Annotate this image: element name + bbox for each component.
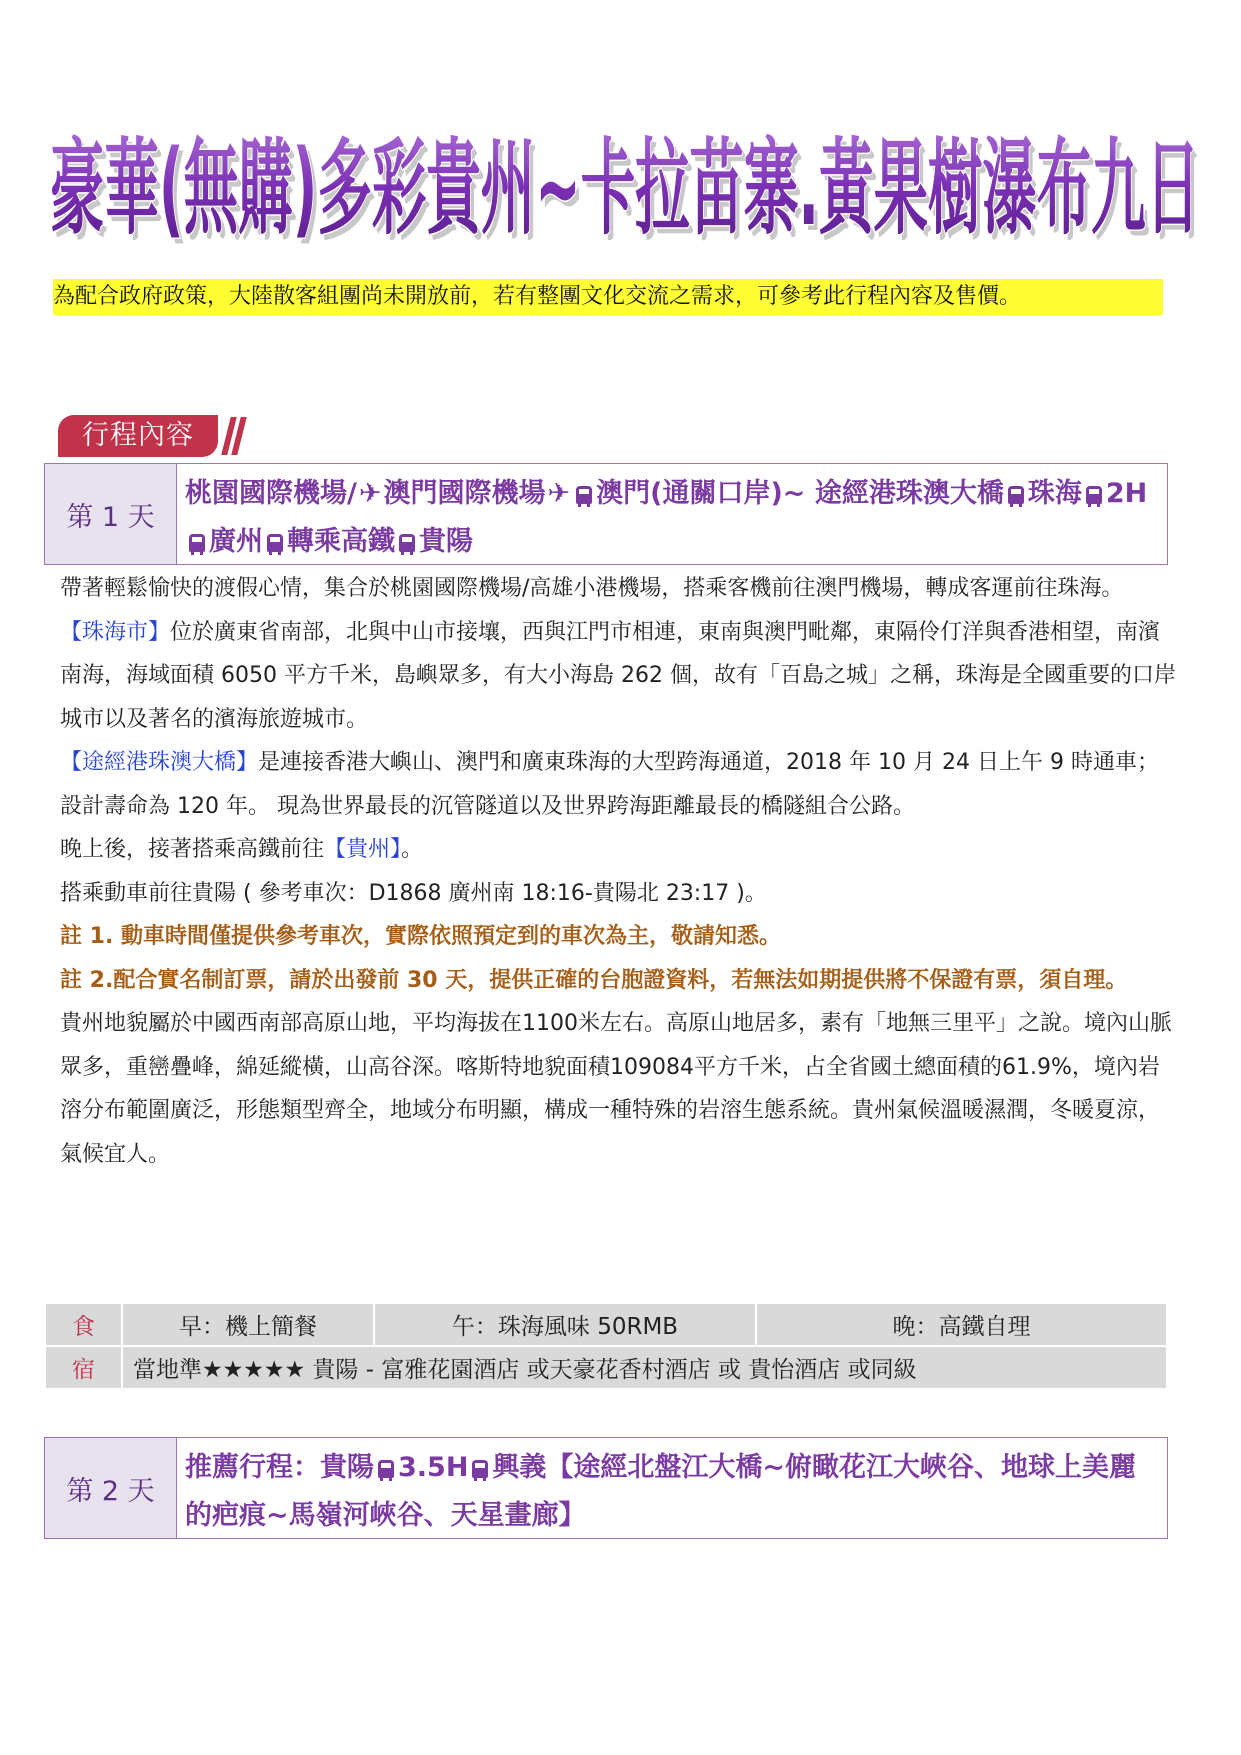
- day2-route: [177, 1438, 1167, 1538]
- day2-route-segment: 推薦行程：貴陽: [185, 1452, 374, 1483]
- note-text: 註 2.配合實名制訂票，請於出發前 30 天，提供正確的台胞證資料，若無法如期提供將不保證有票，須自理。: [60, 967, 1128, 993]
- paragraph-text: 晚上後，接著搭乘高鐵前往: [60, 837, 325, 862]
- day1-route-segment: 澳門(通關口岸)~ 途經港珠澳大橋: [596, 478, 1004, 509]
- bus-icon: [472, 1460, 488, 1478]
- day1-route-segment: 廣州: [209, 526, 263, 557]
- day1-route-segment: 轉乘高鐵: [287, 526, 395, 557]
- paragraph-text: 位於廣東省南部，北與中山市接壤，西與江門市相連，東南與澳門毗鄰，東隔伶仃洋與香港相望，南濱南海，海域面積 6050 平方千米，島嶼眾多，有大小海島 262 個，故有「百島之城」之稱，珠海是全國重要的口岸城市以及著名的濱海旅遊城市。: [60, 619, 1176, 732]
- hotel-row: [45, 1346, 1167, 1389]
- meals-row: [45, 1303, 1167, 1346]
- plane-icon: ✈: [547, 478, 571, 509]
- note-text: 註 1. 動車時間僅提供參考車次，實際依照預定到的車次為主，敬請知悉。: [60, 924, 781, 949]
- day1-label: 第 1 天: [45, 464, 177, 564]
- notice-banner: 為配合政府政策，大陸散客組團尚未開放前，若有整團文化交流之需求，可參考此行程內容及售價。: [53, 279, 1163, 315]
- highlight-term: 【貴州】: [324, 837, 402, 862]
- bus-icon: [267, 534, 283, 552]
- lunch: 午：珠海風味 50RMB: [374, 1303, 756, 1346]
- hotel-text: 當地準★★★★★ 貴陽 - 富雅花園酒店 或天豪花香村酒店 或 貴怡酒店 或同級: [122, 1346, 1167, 1389]
- day1-route-segment: 珠海: [1027, 478, 1082, 509]
- day1-paragraph: [60, 828, 1180, 872]
- section-tab-label: 行程內容: [58, 415, 218, 457]
- paragraph-text: 貴州地貌屬於中國西南部高原山地，平均海拔在1100米左右。高原山地居多，素有「地無三里平」之說。境內山脈眾多，重巒疊峰，綿延縱橫，山高谷深。喀斯特地貌面積109084平方千米，占全省國土總面積的61.9%，境內岩溶分布範圍廣泛，形態類型齊全，地域分布明顯，構成一種特殊的岩溶生態系統。貴州氣候溫暖濕潤，冬暖夏涼，氣候宜人。: [60, 1011, 1172, 1167]
- highlight-term: 【珠海市】: [60, 619, 171, 645]
- day1-route-segment: 2H: [1105, 478, 1148, 509]
- day1-paragraph: [60, 611, 1180, 742]
- day1-route: [177, 464, 1167, 564]
- breakfast: 早：機上簡餐: [122, 1303, 374, 1346]
- highlight-term: 【途經港珠澳大橋】: [60, 750, 259, 775]
- bus-icon: [189, 534, 205, 552]
- day1-route-segment: 貴陽: [419, 526, 473, 557]
- day1-paragraph: [60, 915, 1180, 959]
- meals-label: 食: [45, 1303, 122, 1346]
- paragraph-text: 帶著輕鬆愉快的渡假心情，集合於桃園國際機場/高雄小港機場，搭乘客機前往澳門機場，轉成客運前往珠海。: [60, 576, 1124, 601]
- day2-header: [44, 1437, 1168, 1539]
- bus-icon: [576, 486, 592, 504]
- bus-icon: [1086, 486, 1102, 504]
- bus-icon: [399, 534, 415, 552]
- day2-label: 第 2 天: [45, 1438, 177, 1538]
- day1-description: [60, 567, 1180, 1176]
- day1-paragraph: [60, 567, 1180, 611]
- day2-route-segment: 興義【途經北盤江大橋~俯瞰花江大峽谷、地球上美麗的疤痕~馬嶺河峽谷、天星畫廊】: [185, 1452, 1137, 1531]
- dinner: 晚：高鐵自理: [756, 1303, 1167, 1346]
- day1-header: [44, 463, 1168, 565]
- svg-text:豪華(無購)多彩貴州~卡拉苗寨.黃果樹瀑布九日: 豪華(無購)多彩貴州~卡拉苗寨.黃果樹瀑布九日: [54, 133, 1204, 255]
- paragraph-text: 搭乘動車前往貴陽 ( 參考車次：D1868 廣州南 18:16-貴陽北 23:17 )。: [60, 880, 767, 906]
- day2-route-segment: 3.5H: [398, 1452, 469, 1483]
- page-title-text: 豪華(無購)多彩貴州~卡拉苗寨.黃果樹瀑布九日: [50, 127, 1200, 249]
- day1-paragraph: [60, 741, 1180, 828]
- day1-route-segment: 澳門國際機場: [383, 478, 546, 509]
- day1-paragraph: [60, 959, 1180, 1003]
- bus-icon: [378, 1460, 394, 1478]
- hotel-label: 宿: [45, 1346, 122, 1389]
- paragraph-text: 。: [401, 837, 424, 862]
- bus-icon: [1008, 486, 1024, 504]
- page-title: [50, 112, 1210, 262]
- day1-route-segment: 桃園國際機場/: [185, 478, 357, 509]
- meals-hotel-table: [44, 1302, 1168, 1390]
- plane-icon: ✈: [358, 478, 382, 509]
- paragraph-text: 是連接香港大嶼山、澳門和廣東珠海的大型跨海通道，2018 年 10 月 24 日上午 9 時通車；設計壽命為 120 年。 現為世界最長的沉管隧道以及世界跨海距離最長的橋隧組合公路。: [60, 750, 1159, 819]
- day1-paragraph: [60, 872, 1180, 916]
- day1-paragraph: [60, 1002, 1180, 1176]
